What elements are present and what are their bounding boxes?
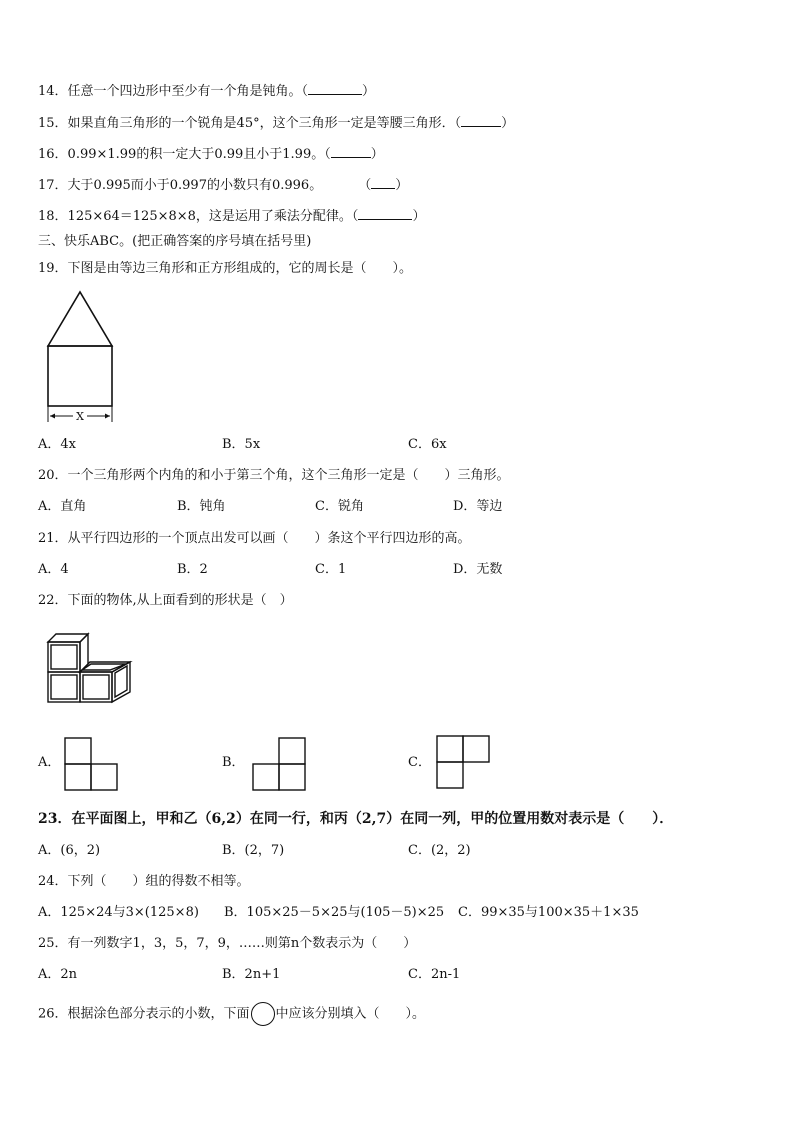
option-a[interactable]: A．4: [38, 562, 69, 577]
bracket-open: （: [358, 178, 372, 193]
square: [48, 346, 112, 406]
option-c[interactable]: C．锐角: [315, 499, 364, 514]
option-c-shape[interactable]: [436, 735, 490, 789]
option-c[interactable]: C．99×35与100×35＋1×35: [458, 905, 639, 920]
question-16: [38, 145, 384, 164]
bracket-close: ）: [395, 178, 409, 193]
answer-blank[interactable]: [331, 145, 371, 158]
option-b[interactable]: B．: [222, 755, 245, 770]
bracket-close: ）: [370, 147, 384, 162]
dimension-label: X: [76, 410, 84, 423]
question-18: [38, 207, 425, 226]
question-25-text: 25．有一列数字1，3，5，7，9，……则第n个数表示为（ ）: [38, 936, 417, 951]
option-c[interactable]: C．6x: [408, 437, 447, 452]
question-14-text: 14．任意一个四边形中至少有一个角是钝角。（: [38, 84, 309, 99]
option-b[interactable]: B．(2，7): [222, 843, 285, 858]
question-21-text: 21．从平行四边形的一个顶点出发可以画（ ）条这个平行四边形的高。: [38, 531, 471, 546]
question-18-text: 18．125×64＝125×8×8，这是运用了乘法分配律。（: [38, 209, 359, 224]
option-c[interactable]: C．2n-1: [408, 967, 461, 982]
answer-blank[interactable]: [461, 114, 501, 127]
option-a[interactable]: A．125×24与3×(125×8): [38, 905, 199, 920]
option-b-shape[interactable]: [252, 737, 306, 791]
question-16-text: 16．0.99×1.99的积一定大于0.99且小于1.99。（: [38, 147, 331, 162]
option-b[interactable]: B．105×25－5×25与(105－5)×25: [224, 905, 445, 920]
cube-stack-figure: [46, 632, 136, 706]
question-22-text: 22．下面的物体,从上面看到的形状是（ ）: [38, 593, 293, 608]
bracket-close: ）: [362, 84, 376, 99]
answer-blank[interactable]: [308, 82, 362, 95]
bracket-close: ）: [412, 209, 426, 224]
option-a-shape[interactable]: [64, 737, 118, 791]
equilateral-triangle: [48, 292, 112, 346]
question-15: [38, 114, 514, 133]
question-24-text: 24．下列（ ）组的得数不相等。: [38, 874, 250, 889]
answer-blank[interactable]: [358, 207, 412, 220]
answer-blank[interactable]: [371, 176, 395, 189]
option-b[interactable]: B．5x: [222, 437, 261, 452]
option-b[interactable]: B．钝角: [177, 499, 226, 514]
question-26-text-before: 26．根据涂色部分表示的小数，下面: [38, 1006, 250, 1022]
question-17: [38, 176, 408, 195]
circle-blank[interactable]: [251, 1002, 275, 1026]
option-a[interactable]: A．: [38, 755, 61, 770]
option-a[interactable]: A．2n: [38, 967, 78, 982]
option-d[interactable]: D．等边: [453, 499, 503, 514]
section-heading: 三、快乐ABC。(把正确答案的序号填在括号里): [38, 234, 312, 249]
option-a[interactable]: A．(6，2): [38, 843, 101, 858]
option-a[interactable]: A．4x: [38, 437, 76, 452]
question-14: [38, 82, 375, 101]
question-26: [38, 1002, 425, 1026]
question-26-text-after: 中应该分别填入（ ）。: [275, 1006, 426, 1022]
question-17-text: 17．大于0.995而小于0.997的小数只有0.996。: [38, 178, 323, 193]
question-23-text: 23．在平面图上，甲和乙（6,2）在同一行，和丙（2,7）在同一列，甲的位置用数对表示是（ ）．: [38, 811, 674, 827]
option-b[interactable]: B．2n+1: [222, 967, 281, 982]
bracket-close: ）: [501, 116, 515, 131]
option-c[interactable]: C．(2，2): [408, 843, 471, 858]
question-15-text: 15．如果直角三角形的一个锐角是45°，这个三角形一定是等腰三角形．（: [38, 116, 462, 131]
option-b[interactable]: B．2: [177, 562, 208, 577]
option-d[interactable]: D．无数: [453, 562, 503, 577]
house-figure: [44, 288, 116, 426]
question-20-text: 20．一个三角形两个内角的和小于第三个角，这个三角形一定是（ ）三角形。: [38, 468, 510, 483]
option-c[interactable]: C．1: [315, 562, 347, 577]
option-c[interactable]: C．: [408, 755, 431, 770]
option-a[interactable]: A．直角: [38, 499, 87, 514]
question-19-text: 19．下图是由等边三角形和正方形组成的，它的周长是（ ）。: [38, 261, 413, 276]
